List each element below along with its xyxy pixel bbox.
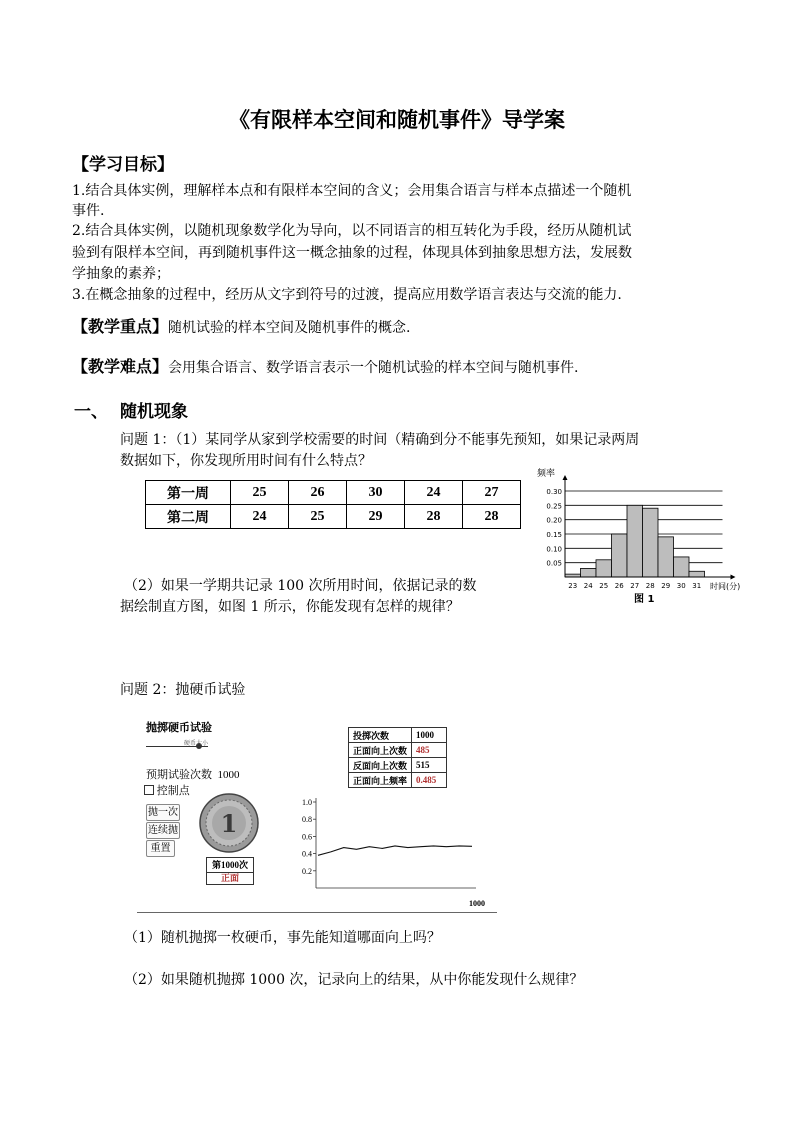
- histogram-chart: [530, 462, 760, 608]
- y-tick-label: 0.20: [546, 516, 562, 525]
- y-tick-label: 0.4: [302, 849, 312, 859]
- table-row: [146, 481, 521, 505]
- slider-label: 硬币大小: [184, 740, 209, 747]
- goal-line: 事件.: [72, 203, 105, 219]
- control-point-option[interactable]: [144, 782, 190, 798]
- difficulty-text: 会用集合语言、数学语言表示一个随机试验的样本空间与随机事件.: [168, 360, 579, 376]
- goal-line: 验到有限样本空间，再到随机事件这一概念抽象的过程，体现具体到抽象思想方法，发展数: [72, 245, 632, 261]
- y-tick-label: 1.0: [302, 798, 312, 807]
- stat-label: 投掷次数: [349, 728, 412, 743]
- coin-icon: [198, 792, 260, 854]
- toss-once-button[interactable]: 抛一次: [146, 804, 180, 821]
- expected-trials: [146, 766, 240, 782]
- x-tick-label: 26: [614, 582, 624, 590]
- stat-value: 515: [412, 758, 447, 773]
- x-tick-label: 24: [583, 582, 593, 590]
- x-tick-label: 30: [676, 582, 686, 590]
- y-axis-label: 频率: [537, 469, 556, 479]
- key-point-text: 随机试验的样本空间及随机事件的概念.: [168, 320, 411, 336]
- q2-sub-question: （1）随机抛掷一枚硬币，事先能知道哪面向上吗？: [124, 930, 441, 946]
- table-cell: 30: [347, 481, 405, 505]
- goal-line: 3.在概念抽象的过程中，经历从文字到符号的过渡，提高应用数学语言表达与交流的能力.: [72, 287, 622, 303]
- x-tick-label: 31: [692, 582, 702, 590]
- table-row: [349, 773, 447, 788]
- y-axis-arrow: [563, 475, 568, 480]
- stat-label: 正面向上频率: [349, 773, 412, 788]
- histogram-bar: [627, 505, 643, 577]
- table-cell: 28: [463, 505, 521, 529]
- continuous-toss-button[interactable]: 连续抛: [146, 822, 180, 839]
- row-label: 第一周: [146, 481, 231, 505]
- y-tick-label: 0.10: [546, 545, 562, 554]
- table-row: [349, 758, 447, 773]
- table-row: [349, 743, 447, 758]
- section-number: 一、: [74, 402, 108, 422]
- q2-sub-question: （2）如果随机抛掷 1000 次，记录向上的结果，从中你能发现什么规律？: [124, 972, 584, 988]
- x-tick-label: 23: [568, 582, 578, 590]
- goal-line: 2.结合具体实例，以随机现象数学化为导向，以不同语言的相互转化为手段，经历从随机试: [72, 223, 632, 239]
- goals-heading: 【学习目标】: [72, 155, 174, 175]
- key-point: [72, 316, 410, 339]
- histogram-bar: [581, 568, 597, 577]
- toss-result: 正面: [206, 872, 254, 885]
- y-tick-label: 0.2: [302, 866, 312, 876]
- expected-label: 预期试验次数: [146, 769, 212, 781]
- table-cell: 28: [405, 505, 463, 529]
- table-row: [146, 505, 521, 529]
- key-point-label: 【教学重点】: [72, 317, 169, 336]
- y-tick-label: 0.15: [546, 531, 562, 539]
- difficulty: [72, 356, 578, 379]
- table-cell: 26: [289, 481, 347, 505]
- stat-label: 正面向上次数: [349, 743, 412, 758]
- page-title: 《有限样本空间和随机事件》导学案: [229, 108, 565, 132]
- table-cell: 25: [231, 481, 289, 505]
- q1-line: 问题 1：（1）某同学从家到学校需要的时间（精确到分不能事先预知，如果记录两周: [120, 432, 640, 448]
- q2-heading: 问题 2：抛硬币试验: [120, 682, 246, 698]
- x-tick-label: 25: [599, 582, 609, 590]
- control-label: 控制点: [156, 785, 190, 797]
- y-tick-label: 0.30: [546, 488, 562, 496]
- y-tick-label: 0.8: [302, 815, 312, 825]
- coin-face: 1: [220, 809, 238, 838]
- stats-table: [348, 727, 447, 788]
- histogram-bar: [643, 508, 659, 577]
- x-tick-label: 27: [630, 582, 640, 590]
- histogram-bar: [596, 560, 612, 577]
- x-axis-label: 时间(分): [710, 582, 741, 591]
- frequency-line-chart: [296, 794, 496, 910]
- difficulty-label: 【教学难点】: [72, 357, 169, 376]
- y-tick-label: 0.25: [546, 502, 562, 511]
- coin-simulation-panel: [138, 712, 498, 912]
- toss-count: 第1000次: [206, 857, 254, 873]
- q1-line: 数据如下，你发现所用时间有什么特点？: [120, 453, 372, 469]
- y-tick-label: 0.6: [302, 832, 312, 842]
- x-axis-max-label: 1000: [469, 899, 485, 908]
- table-cell: 29: [347, 505, 405, 529]
- stat-value: 1000: [412, 728, 447, 743]
- histogram-bar: [612, 534, 628, 577]
- goal-line: 学抽象的素养；: [72, 266, 170, 282]
- x-axis-arrow: [731, 575, 736, 580]
- q1-part2-line: （2）如果一学期共记录 100 次所用时间，依据记录的数: [124, 578, 477, 594]
- frequency-line: [318, 846, 472, 855]
- checkbox-icon[interactable]: [144, 785, 154, 795]
- divider: [137, 912, 497, 913]
- section-title: 随机现象: [120, 402, 188, 422]
- figure-caption: 图 1: [634, 594, 655, 605]
- panel-title: 抛掷硬币试验: [146, 722, 212, 734]
- y-tick-label: 0.05: [546, 559, 562, 568]
- time-table: [145, 480, 521, 529]
- expected-value: 1000: [217, 769, 240, 781]
- x-tick-label: 28: [645, 582, 655, 590]
- table-cell: 24: [405, 481, 463, 505]
- stat-value: 485: [412, 743, 447, 758]
- q1-part2-line: 据绘制直方图，如图 1 所示，你能发现有怎样的规律？: [120, 599, 460, 615]
- histogram-bar: [689, 571, 705, 577]
- table-cell: 27: [463, 481, 521, 505]
- histogram-bar: [658, 537, 674, 577]
- table-cell: 24: [231, 505, 289, 529]
- goal-line: 1.结合具体实例，理解样本点和有限样本空间的含义；会用集合语言与样本点描述一个随机: [72, 183, 632, 199]
- table-cell: 25: [289, 505, 347, 529]
- table-row: [349, 728, 447, 743]
- stat-label: 反面向上次数: [349, 758, 412, 773]
- histogram-bar: [674, 557, 690, 577]
- reset-button[interactable]: 重置: [146, 840, 175, 857]
- row-label: 第二周: [146, 505, 231, 529]
- x-tick-label: 29: [661, 582, 671, 590]
- stat-value: 0.485: [412, 773, 447, 788]
